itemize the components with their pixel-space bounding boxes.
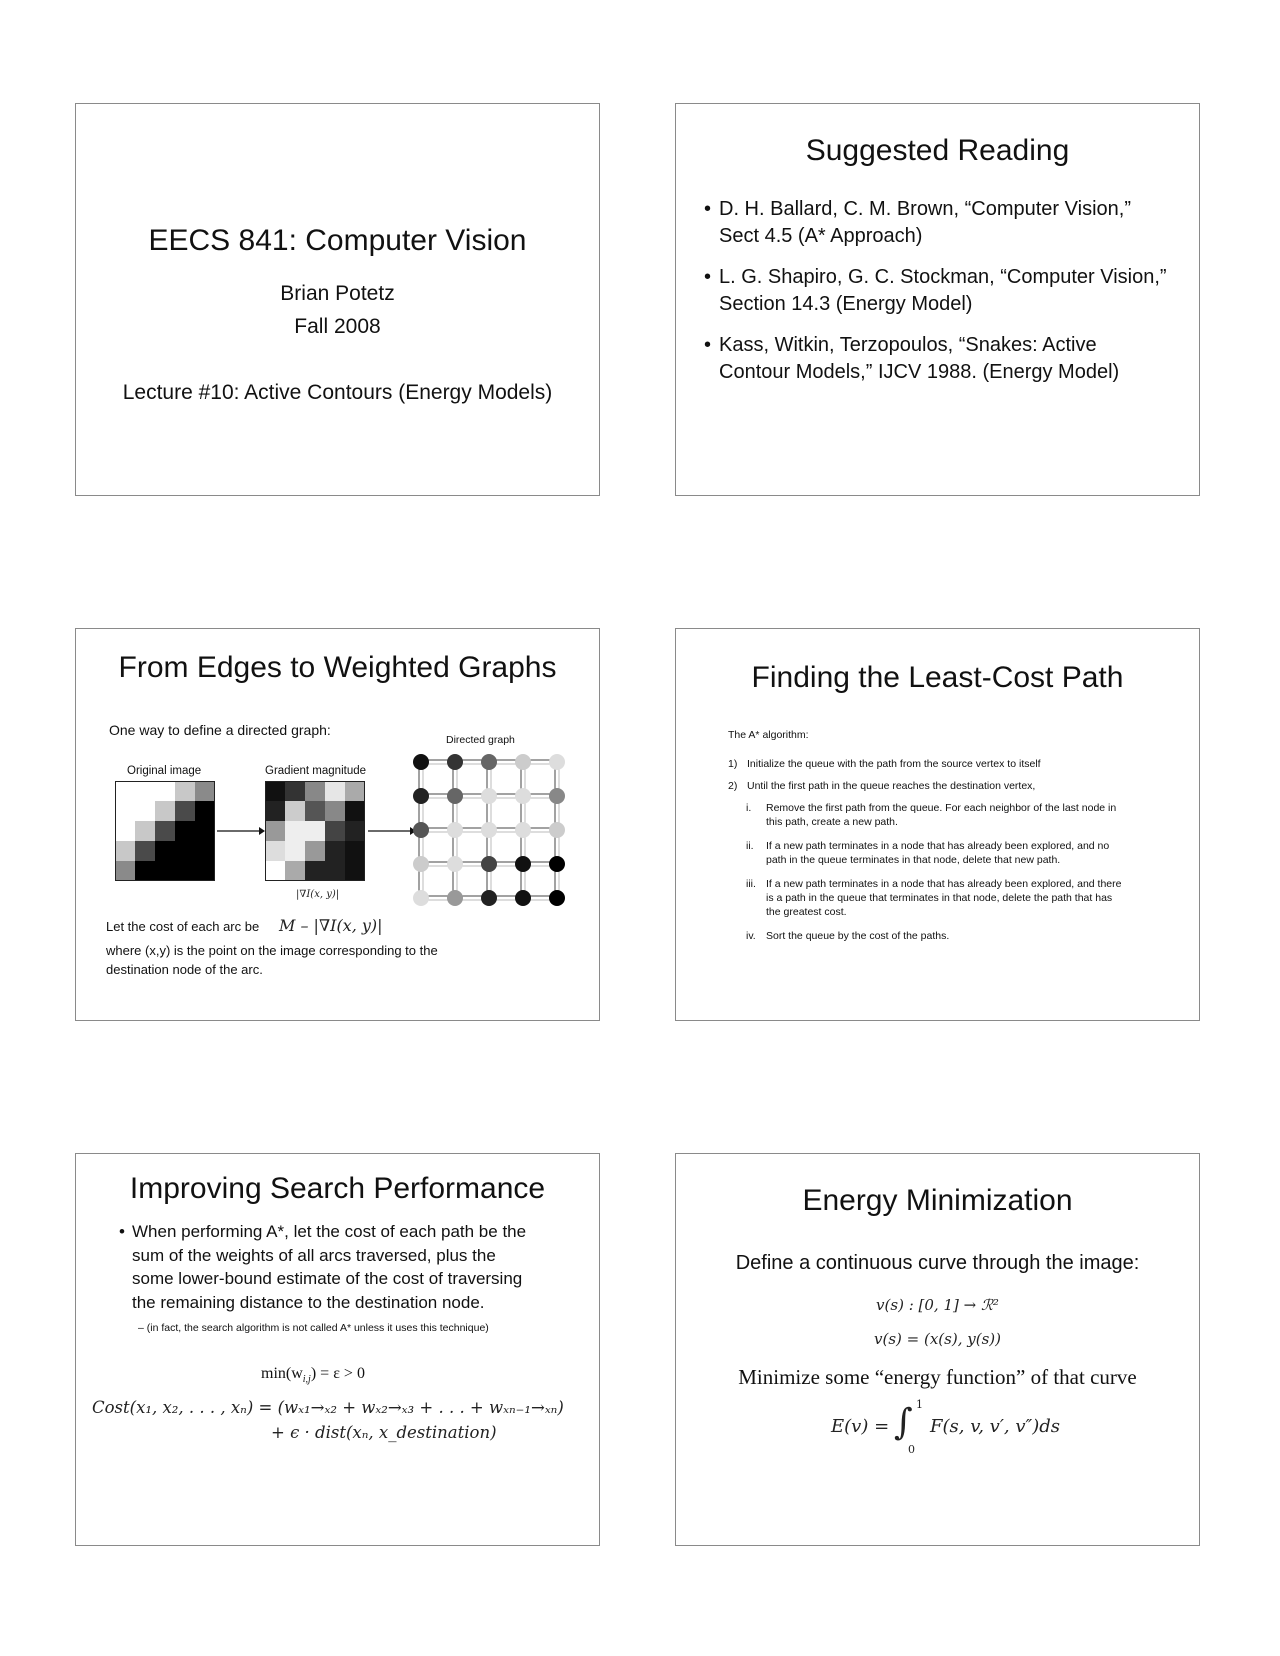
integral-upper: 1 (916, 1398, 923, 1411)
graph-node (515, 856, 531, 872)
graph-intro: One way to define a directed graph: (109, 722, 331, 738)
slide-2-title: Suggested Reading (805, 134, 1070, 167)
author-name: Brian Potetz (280, 282, 395, 305)
integral-lower: 0 (908, 1443, 915, 1456)
pixel-cell (155, 821, 175, 841)
bullet-line: the remaining distance to the destination node. (132, 1292, 485, 1312)
step-text: Initialize the queue with the path from the source vertex to itself (747, 758, 1041, 770)
slide-4-title: Finding the Least-Cost Path (751, 661, 1124, 694)
graph-node (413, 788, 429, 804)
step-text: Until the first path in the queue reaches the destination vertex, (747, 780, 1036, 792)
substep-line: is a path in the queue that terminates in that node, delete the path that has (766, 892, 1113, 904)
pixel-cell (195, 781, 215, 801)
graph-node (549, 890, 565, 906)
pixel-cell (265, 861, 285, 881)
pixel-cell (325, 781, 345, 801)
slide-5-title: Improving Search Performance (129, 1172, 546, 1205)
graph-node (515, 890, 531, 906)
define-text: Define a continuous curve through the image: (735, 1252, 1140, 1274)
label-original-image: Original image (127, 765, 202, 777)
pixel-cell (175, 821, 195, 841)
reading-item (704, 332, 1181, 386)
pixel-cell (345, 801, 365, 821)
graph-node (549, 822, 565, 838)
pixel-cell (115, 781, 135, 801)
slide-1-title: EECS 841: Computer Vision (148, 224, 527, 257)
slide-3 (75, 628, 600, 1021)
reading-item (704, 264, 1181, 318)
label-gradient-magnitude: Gradient magnitude (265, 765, 367, 777)
substep-number: ii. (746, 840, 754, 852)
sub-bullet-text: (in fact, the search algorithm is not called A* unless it uses this technique) (146, 1322, 489, 1334)
term-label: Fall 2008 (294, 315, 381, 338)
pixel-cell (155, 841, 175, 861)
substep-number: i. (746, 802, 752, 814)
dash-icon: – (138, 1322, 147, 1334)
graph-node (481, 890, 497, 906)
graph-node (447, 890, 463, 906)
pixel-cell (285, 841, 305, 861)
pixel-cell (115, 841, 135, 861)
min-part: min(w (261, 1365, 303, 1382)
lecture-label: Lecture #10: Active Contours (Energy Models) (122, 381, 553, 404)
pixel-cell (305, 801, 325, 821)
graph-node (515, 788, 531, 804)
slide-1 (75, 103, 600, 496)
pixel-cell (195, 861, 215, 881)
algorithm-label: The A* algorithm: (728, 729, 809, 741)
bullet-icon: • (119, 1222, 125, 1241)
reading-item (704, 196, 1181, 250)
pixel-cell (345, 781, 365, 801)
pixel-cell (135, 821, 155, 841)
pixel-cell (325, 841, 345, 861)
substep-line: If a new path terminates in a node that has already been explored, and there (766, 878, 1122, 890)
min-formula (261, 1365, 365, 1385)
reading-line: Sect 4.5 (A* Approach) (719, 225, 923, 247)
curve-equation-2: v(s) = (x(s), y(s)) (874, 1330, 1001, 1348)
pixel-cell (135, 801, 155, 821)
pixel-cell (195, 801, 215, 821)
reading-line: D. H. Ballard, C. M. Brown, “Computer Vision,” (719, 198, 1131, 220)
substep-line: this path, create a new path. (766, 816, 898, 828)
substep-line: If a new path terminates in a node that has already been explored, and no (766, 840, 1110, 852)
pixel-cell (305, 781, 325, 801)
pixel-cell (345, 821, 365, 841)
minimize-text: Minimize some “energy function” of that curve (738, 1365, 1137, 1389)
integral-sign: ∫ (894, 1402, 913, 1443)
label-directed-graph: Directed graph (446, 734, 515, 746)
graph-node (447, 754, 463, 770)
substep-line: the greatest cost. (766, 906, 847, 918)
bullet-icon: • (704, 334, 712, 356)
reading-line: Contour Models,” IJCV 1988. (Energy Model) (719, 361, 1120, 383)
pixel-cell (195, 821, 215, 841)
pixel-cell (115, 801, 135, 821)
pixel-cell (115, 821, 135, 841)
pixel-cell (325, 861, 345, 881)
pixel-cell (195, 841, 215, 861)
graph-node (515, 822, 531, 838)
min-rest: ) = ε > 0 (310, 1365, 365, 1382)
cost-text: Let the cost of each arc be (106, 919, 260, 934)
pixel-cell (175, 781, 195, 801)
slide-3-title: From Edges to Weighted Graphs (118, 651, 557, 684)
gradient-caption: |∇I(x, y)| (296, 889, 340, 900)
graph-node (447, 788, 463, 804)
arrow-icon (215, 825, 265, 837)
pixel-cell (155, 861, 175, 881)
graph-node (481, 754, 497, 770)
bullet-icon: • (704, 266, 712, 288)
graph-node (481, 856, 497, 872)
pixel-cell (155, 801, 175, 821)
pixel-cell (175, 861, 195, 881)
pixel-cell (135, 861, 155, 881)
performance-bullet (119, 1220, 526, 1314)
where-line: where (x,y) is the point on the image corresponding to the (106, 943, 438, 958)
slide-2 (675, 103, 1200, 496)
slide-6-title: Energy Minimization (802, 1184, 1073, 1217)
reading-line: Kass, Witkin, Terzopoulos, “Snakes: Active (719, 334, 1097, 356)
pixel-cell (325, 801, 345, 821)
pixel-cell (305, 841, 325, 861)
cost-equation-line1: Cost(x₁, x₂, . . . , xₙ) = (wₓ₁→ₓ₂ + wₓ₂→ₓ₃ + . . . + wₓₙ₋₁→ₓₙ) (92, 1398, 564, 1417)
bullet-line: some lower-bound estimate of the cost of traversing (132, 1269, 523, 1288)
pixel-cell (325, 821, 345, 841)
pixel-cell (175, 801, 195, 821)
pixel-cell (265, 801, 285, 821)
cost-formula: M – |∇I(x, y)| (279, 916, 383, 935)
reading-line: L. G. Shapiro, G. C. Stockman, “Computer Vision,” (719, 266, 1167, 288)
slide-4 (675, 628, 1200, 1021)
pixel-cell (305, 821, 325, 841)
graph-node (549, 856, 565, 872)
bullet-line: When performing A*, let the cost of each path be the (132, 1222, 527, 1241)
pixel-cell (345, 861, 365, 881)
slide-5 (75, 1153, 600, 1546)
graph-node (413, 822, 429, 838)
pixel-cell (285, 861, 305, 881)
step-number: 2) (728, 780, 738, 792)
pixel-cell (285, 801, 305, 821)
graph-node (447, 856, 463, 872)
step-number: 1) (728, 758, 738, 770)
pixel-cell (305, 861, 325, 881)
sub-bullet (138, 1322, 489, 1334)
pixel-cell (155, 781, 175, 801)
pixel-cell (345, 841, 365, 861)
graph-node (413, 890, 429, 906)
substep-number: iii. (746, 878, 756, 890)
graph-node (515, 754, 531, 770)
pixel-cell (135, 781, 155, 801)
directed-graph (409, 750, 569, 910)
slide-6 (675, 1153, 1200, 1546)
graph-node (481, 822, 497, 838)
graph-node (481, 788, 497, 804)
graph-node (413, 856, 429, 872)
pixel-cell (175, 841, 195, 861)
gradient-magnitude-grid (265, 781, 365, 881)
bullet-line: sum of the weights of all arcs traversed, plus the (132, 1245, 496, 1265)
original-image-grid (115, 781, 215, 881)
energy-rhs: F(s, v, v′, v″)ds (930, 1416, 1061, 1437)
cost-equation-line2: + ϵ · dist(xₙ, x_destination) (271, 1423, 497, 1442)
bullet-icon: • (704, 198, 712, 220)
pixel-cell (265, 781, 285, 801)
pixel-cell (285, 821, 305, 841)
reading-line: Section 14.3 (Energy Model) (719, 293, 973, 315)
min-subscript: i,j (302, 1374, 311, 1386)
pixel-cell (115, 861, 135, 881)
curve-equation-1: v(s) : [0, 1] → ℛ² (876, 1296, 999, 1314)
substep-line: Sort the queue by the cost of the paths. (766, 930, 950, 942)
substep-number: iv. (746, 930, 756, 942)
substep-line: Remove the first path from the queue. For each neighbor of the last node in (766, 802, 1117, 814)
pixel-cell (265, 821, 285, 841)
where-line: destination node of the arc. (106, 962, 263, 977)
graph-node (549, 788, 565, 804)
pixel-cell (265, 841, 285, 861)
energy-lhs: E(v) = (831, 1416, 890, 1437)
pixel-cell (285, 781, 305, 801)
graph-node (413, 754, 429, 770)
graph-node (447, 822, 463, 838)
substep-line: path in the queue terminates in that node, delete that new path. (766, 854, 1061, 866)
pixel-cell (135, 841, 155, 861)
graph-node (549, 754, 565, 770)
